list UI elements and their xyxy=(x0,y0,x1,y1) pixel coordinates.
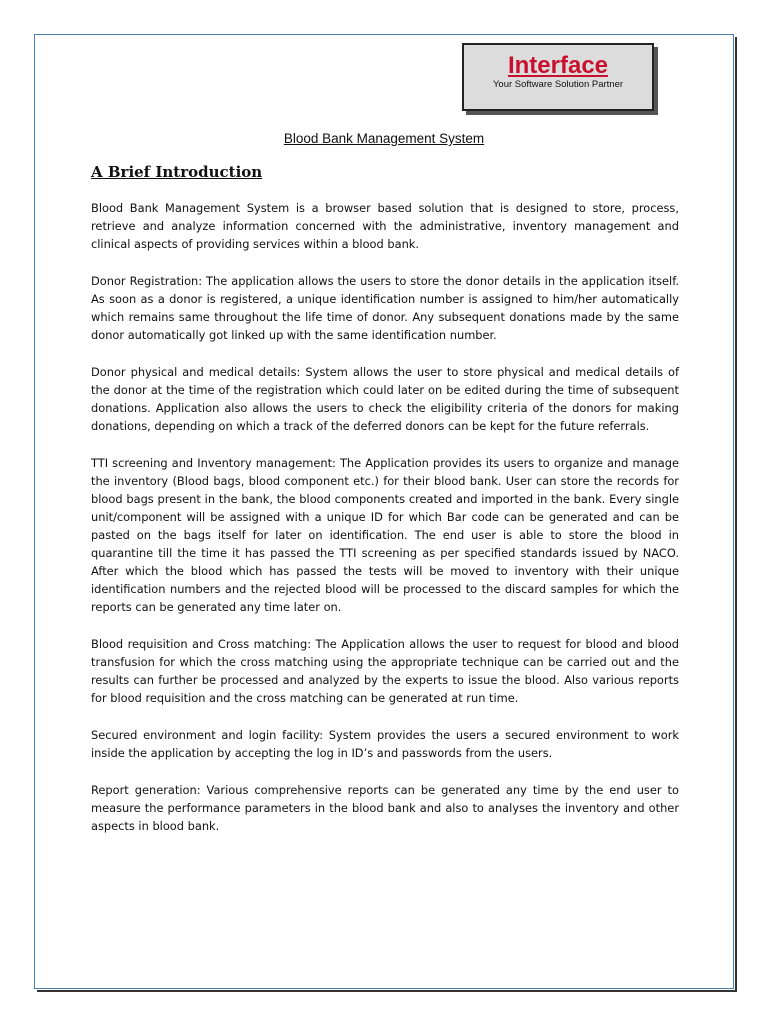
body-text xyxy=(91,199,679,854)
paragraph-report-generation: Report generation: Various comprehensive reports can be generated any time by the end user to measure the performance parameters in the blood bank and also to analyses the inventory and other aspects in blood bank. xyxy=(91,783,679,833)
paragraph-blood-requisition: Blood requisition and Cross matching: The Application allows the user to request for blood and blood transfusion for which the cross matching using the appropriate technique can be carried out and the results can further be processed and analyzed by the experts to issue the blood. Also various reports for blood requisition and the cross matching can be generated at run time. xyxy=(91,637,679,705)
logo-title: Interface xyxy=(507,52,609,79)
company-logo xyxy=(462,43,654,111)
section-heading: A Brief Introduction xyxy=(91,163,263,181)
paragraph-donor-registration: Donor Registration: The application allows the users to store the donor details in the application itself. As soon as a donor is registered, a unique identification number is assigned to him/her automatically which remains same throughout the life time of donor. Any subsequent donations made by the same donor automatically got linked up with the same identification number. xyxy=(91,274,679,342)
paragraph-donor-details: Donor physical and medical details: System allows the user to store physical and medical details of the donor at the time of the registration which could later on be edited during the time of subsequent donations. Application also allows the users to check the eligibility criteria of the donors for making donations, depending on which a track of the deferred donors can be kept for the future referrals. xyxy=(91,365,679,433)
document-title-row xyxy=(0,128,768,147)
paragraph-tti-screening: TTI screening and Inventory management: The Application provides its users to organize and manage the inventory (Blood bags, blood component etc.) for their blood bank. User can store the records for blood bags present in the bank, the blood components created and imported in the bank. Every single unit/component will be assigned with a unique ID for which Bar code can be generated and can be pasted on the bags itself for later on identification. The end user is able to store the blood in quarantine till the time it has passed the TTI screening as per specified standards issued by NACO. After which the blood which has passed the tests will be moved to inventory with their unique identification numbers and the rejected blood will be processed to the discard samples for which the reports can be generated any time later on. xyxy=(91,456,679,614)
paragraph-secured-environment: Secured environment and login facility: System provides the users a secured environment to work inside the application by accepting the log in ID’s and passwords from the users. xyxy=(91,728,679,760)
logo-tagline: Your Software Solution Partner xyxy=(492,79,624,90)
document-title: Blood Bank Management System xyxy=(283,131,485,146)
paragraph-intro: Blood Bank Management System is a browser based solution that is designed to store, process, retrieve and analyze information concerned with the administrative, inventory management and clinical aspects of providing services within a blood bank. xyxy=(91,201,679,251)
